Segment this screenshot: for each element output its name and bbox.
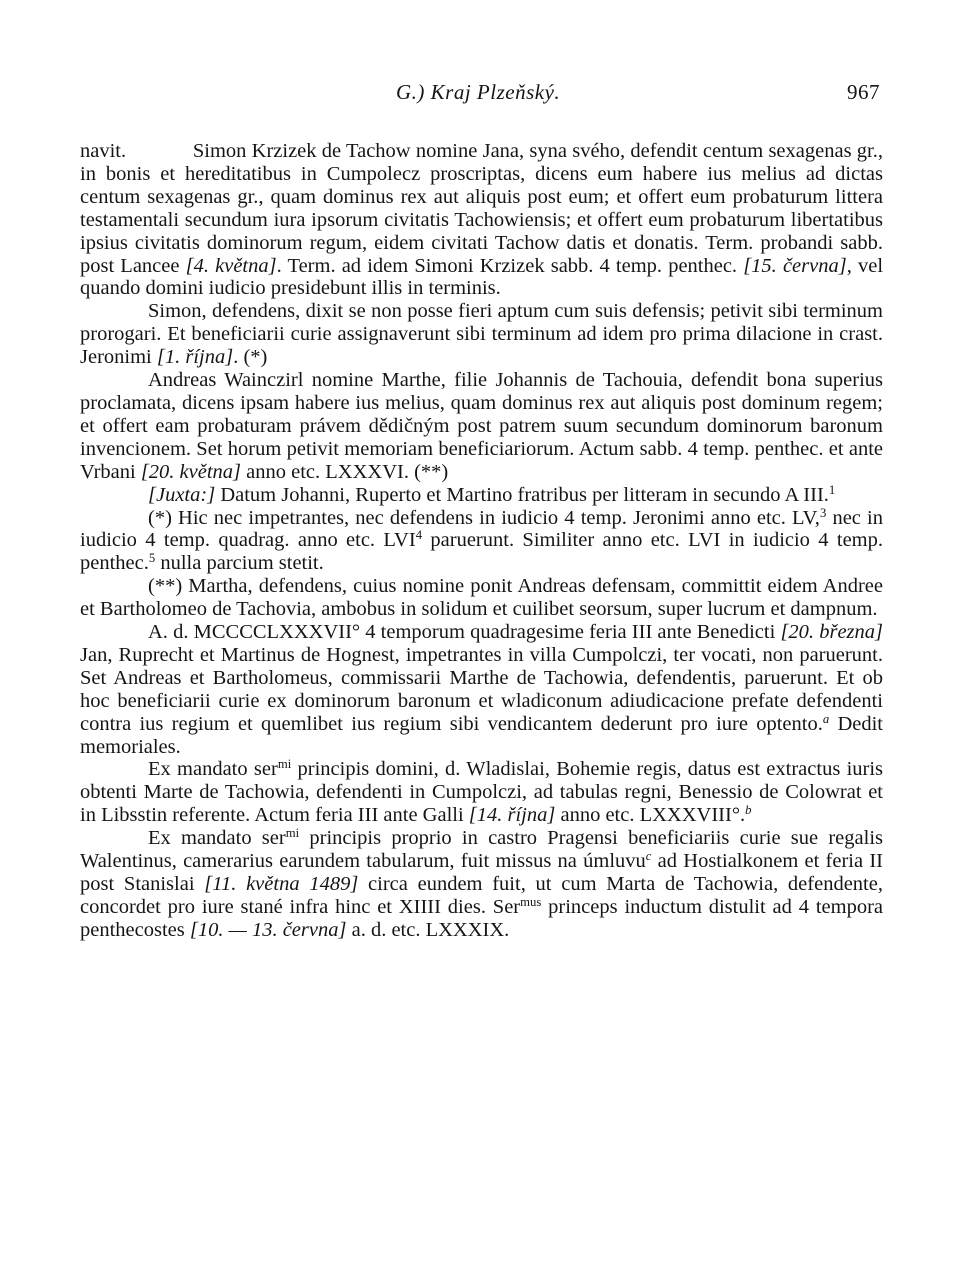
text-run: paruerunt. Similiter anno etc. LVI in iudicio 4 temp. penthec.: [80, 529, 883, 575]
editorial-date: [14. října]: [468, 804, 556, 827]
body-text: [80, 140, 883, 942]
text-run: (**) Martha, defendens, cuius nomine ponit Andreas defensam, committit eidem Andree et Bartholomeo de Tachovia, ambobus in solidum et cuilibet seorsum, super lucrum et dampnum.: [80, 575, 883, 621]
paragraph-mandate-wladislai: [80, 758, 883, 827]
page-number: 967: [847, 80, 880, 104]
footnote-marker: 3: [819, 505, 827, 520]
text-run: principis domini, d. Wladislai, Bohemie regis, datus est extractus iuris obtenti Marte de Tachowia, defendenti in Cumpolczi, ad tabulas regni, Benessio de Colowrat et in Libsstin referente. Actum feria III ante Galli: [80, 758, 884, 827]
running-title: G.) Kraj Plzeňský.: [396, 80, 561, 104]
text-run: anno etc. LXXXVI. (**): [241, 460, 449, 483]
footnote-marker: 5: [148, 551, 156, 566]
paragraph-andreas-wainczirl: [80, 369, 883, 484]
footnote-marker: c: [645, 849, 652, 864]
text-run: circa eundem fuit, ut cum Marta de Tachowia, defendente, concordet pro iure stané infra hinc et XIIII dies. Ser: [80, 873, 883, 918]
editorial-date: [15. června]: [743, 254, 847, 277]
footnote-marker: mi: [285, 826, 300, 841]
paragraph-mandate-walentinus: [80, 827, 883, 942]
text-run: nec in iudicio 4 temp. quadrag. anno etc. LVI: [80, 506, 883, 552]
text-run: . Term. ad idem Simoni Krzizek sabb. 4 temp. penthec.: [276, 254, 744, 277]
text-run: Andreas Wainczirl nomine Marthe, filie Johannis de Tachouia, defendit bona superius proclamata, dicens ipsam habere ius melius, quam dominus rex aut aliquis post dominum regem; et offert eam probaturam právem dědičným post patrem suum secundum dominorum baronum invencionem. Set horum petivit memoriam beneficiariorum. Actum sabb. 4 temp. penthec. et ante Vrbani: [80, 369, 883, 483]
text-run: anno etc. LXXXVIII°.: [555, 804, 746, 827]
footnote-marker: a: [822, 711, 830, 726]
text-run: Ex mandato ser: [148, 827, 286, 850]
editorial-date: [Juxta:]: [148, 483, 216, 506]
text-run: principis proprio in castro Pragensi beneficiariis curie sue regalis Walentinus, camerarius earundem tabularum, fuit missus na úmluvu: [80, 827, 883, 873]
editorial-date: [20. května]: [140, 460, 242, 483]
text-run: Dedit memoriales.: [80, 712, 883, 758]
text-run: Jan, Ruprecht et Martinus de Hognest, impetrantes in villa Cumpolczi, ter vocati, non paruerunt. Set Andreas et Bartholomeus, commissarii Marthe de Tachowia, defendentis, paruerunt. Et ob hoc beneficiarii curie ex dominorum baronum et wladiconum adiudicacione prefate defendenti contra ius regium et quemlibet ius regium sibi vendicantem dederunt pro iure optento.: [80, 643, 883, 735]
page-header: [0, 80, 960, 116]
footnote-marker: mus: [520, 894, 542, 909]
text-run: (*) Hic nec impetrantes, nec defendens in iudicio 4 temp. Jeronimi anno etc. LV,: [148, 506, 820, 529]
editorial-date: [10. — 13. června]: [189, 918, 347, 941]
text-run: navit. Simon Krzizek de Tachow nomine Jana, syna svého, defendit centum sexagenas gr., in bonis et hereditatibus in Cumpolecz proscriptas, dicens eum habere ius melius ad dictas centum sexagenas gr., quam dominus rex aut aliquis post eum; et offert eum probaturum littera testamentali secundum iura ipsorum civitatis Tachowiensis; et offert eum probaturum libertatibus ipsius civitatis dominorum regum, eidem civitati Tachow datis et donatis. Term. probandi sabb. post Lancee: [80, 140, 883, 277]
text-run: ad Hostialkonem et feria II post Stanislai: [80, 850, 883, 895]
editorial-date: [11. května 1489]: [204, 873, 359, 895]
paragraph-note-double-star: [80, 575, 883, 621]
paragraph-year-1487: [80, 621, 883, 758]
text-run: A. d. MCCCCLXXXVII° 4 temporum quadragesime feria III ante Benedicti: [148, 621, 781, 644]
text-run: Ex mandato ser: [148, 758, 278, 781]
text-run: Datum Johanni, Ruperto et Martino fratribus per litteram in secundo A III.: [215, 483, 829, 506]
footnote-marker: b: [745, 803, 752, 818]
text-run: , vel quando domini iudicio presidebunt illis in terminis.: [80, 254, 884, 300]
text-run: nulla parcium stetit.: [155, 552, 324, 575]
footnote-marker: 1: [828, 482, 836, 497]
editorial-date: [1. října]: [156, 346, 234, 369]
footnote-marker: 4: [415, 528, 423, 543]
footnote-marker: mi: [277, 757, 292, 772]
paragraph-simon-term-request: [80, 300, 883, 369]
text-run: . (*): [233, 346, 268, 369]
editorial-date: [20. března]: [780, 621, 883, 644]
text-run: princeps inductum distulit ad 4 tempora penthecostes: [80, 895, 883, 941]
editorial-date: [4. května]: [185, 254, 277, 277]
paragraph-note-star: [80, 507, 883, 576]
paragraph-simon-krzizek-claim: [80, 140, 883, 300]
text-run: Simon, defendens, dixit se non posse fieri aptum cum suis defensis; petivit sibi terminum prorogari. Et beneficiarii curie assignaverunt sibi terminum ad idem pro prima dilacione in crast. Jeronimi: [80, 300, 883, 369]
text-run: a. d. etc. LXXXIX.: [346, 918, 510, 941]
paragraph-juxta-note: [80, 484, 883, 507]
